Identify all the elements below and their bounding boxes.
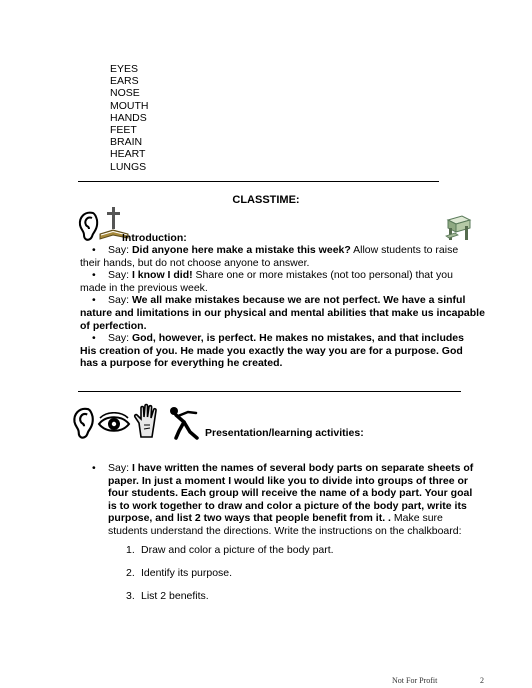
text-segment: Say: — [108, 269, 132, 282]
body-part-item: EARS — [110, 75, 139, 88]
body-part-item: HANDS — [110, 111, 147, 124]
step-text: Draw and color a picture of the body part. — [141, 544, 334, 556]
body-part-item: NOSE — [110, 87, 140, 100]
footer-text: Not For Profit — [392, 676, 438, 685]
text-segment: four students. Each group will receive the name of a body part. Your goal — [108, 487, 473, 500]
ear-icon — [76, 210, 100, 247]
bullet: • — [92, 269, 96, 282]
text-segment: Say: — [108, 462, 132, 474]
person-stretching-icon — [166, 404, 202, 445]
step-text: Identify its purpose. — [141, 567, 233, 579]
text-segment: God, however, is perfect. He makes no mistakes, and that includes — [131, 332, 464, 345]
eye-icon — [97, 412, 131, 441]
page-number: 2 — [480, 676, 484, 685]
text-segment: nature and limitations in our physical and mental abilities that make us incapable — [80, 306, 485, 319]
text-segment: His creation of you. He made you exactly the way you are for a purpose. God — [80, 344, 463, 357]
bullet: • — [92, 244, 96, 256]
body-part-item: EYES — [110, 63, 139, 75]
presentation-line — [108, 512, 518, 525]
text-segment: We all make mistakes because we are not perfect. We have a sinful — [131, 294, 466, 307]
text-segment: Did anyone here make a mistake this week? — [131, 244, 351, 256]
body-part-item: LUNGS — [110, 160, 147, 173]
text-segment: I know I did! — [131, 269, 193, 282]
desk-icon — [445, 214, 473, 247]
introduction-line — [92, 332, 512, 345]
presentation-heading: Presentation/learning activities: — [205, 427, 364, 439]
text-segment: Share one or more mistakes (not too personal) that you — [192, 269, 453, 282]
body-part-item: HEART — [110, 148, 146, 161]
text-segment: Allow students to raise — [350, 244, 459, 256]
text-segment: made in the previous week. — [80, 281, 208, 294]
step-number: 3. — [126, 590, 135, 602]
hand-icon — [133, 403, 163, 444]
step-text: List 2 benefits. — [141, 590, 209, 602]
classtime-heading: CLASSTIME: — [232, 194, 300, 206]
introduction-heading: Introduction: — [122, 232, 187, 244]
ear-icon — [70, 406, 96, 445]
introduction-line — [92, 244, 512, 257]
body-part-item: FEET — [110, 124, 137, 137]
body-part-item: MOUTH — [110, 99, 149, 112]
introduction-line — [80, 307, 512, 320]
text-segment: has a purpose for everything he created. — [80, 357, 283, 370]
text-segment: is to work together to draw and color a picture of the body part, write its — [108, 499, 467, 512]
introduction-line — [80, 257, 512, 270]
text-segment: Say: — [108, 294, 132, 307]
step-number: 1. — [126, 544, 135, 556]
introduction-list — [80, 244, 512, 370]
introduction-line — [80, 345, 512, 358]
text-segment: paper. In just a moment I would like you to divide into groups of three or — [108, 474, 468, 487]
text-segment: Say: — [108, 332, 132, 345]
divider-line — [78, 391, 461, 392]
presentation-line — [108, 475, 518, 488]
introduction-line — [80, 320, 512, 333]
divider-line — [78, 181, 439, 182]
bullet: • — [92, 462, 96, 474]
introduction-line — [92, 269, 512, 282]
bullet: • — [92, 332, 96, 345]
text-segment: Say: — [108, 244, 132, 256]
body-parts-list — [110, 63, 149, 173]
bullet: • — [92, 294, 96, 307]
introduction-line — [80, 357, 512, 370]
step-number: 2. — [126, 567, 135, 579]
text-segment: Make sure — [393, 512, 443, 525]
body-part-item: BRAIN — [110, 136, 143, 149]
presentation-line — [108, 525, 518, 538]
text-segment: I have written the names of several body parts on separate sheets of — [131, 462, 474, 474]
text-segment: of perfection. — [80, 319, 147, 332]
presentation-paragraph — [108, 462, 518, 538]
text-segment: purpose, and list 2 two ways that people benefit from it. . — [108, 512, 394, 525]
presentation-line — [108, 487, 518, 500]
text-segment: their hands, but do not choose anyone to answer. — [80, 256, 310, 269]
presentation-line — [108, 462, 518, 475]
introduction-line — [92, 294, 512, 307]
text-segment: students understand the directions. Write the instructions on the chalkboard: — [108, 524, 462, 537]
introduction-line — [80, 282, 512, 295]
presentation-line — [108, 500, 518, 513]
